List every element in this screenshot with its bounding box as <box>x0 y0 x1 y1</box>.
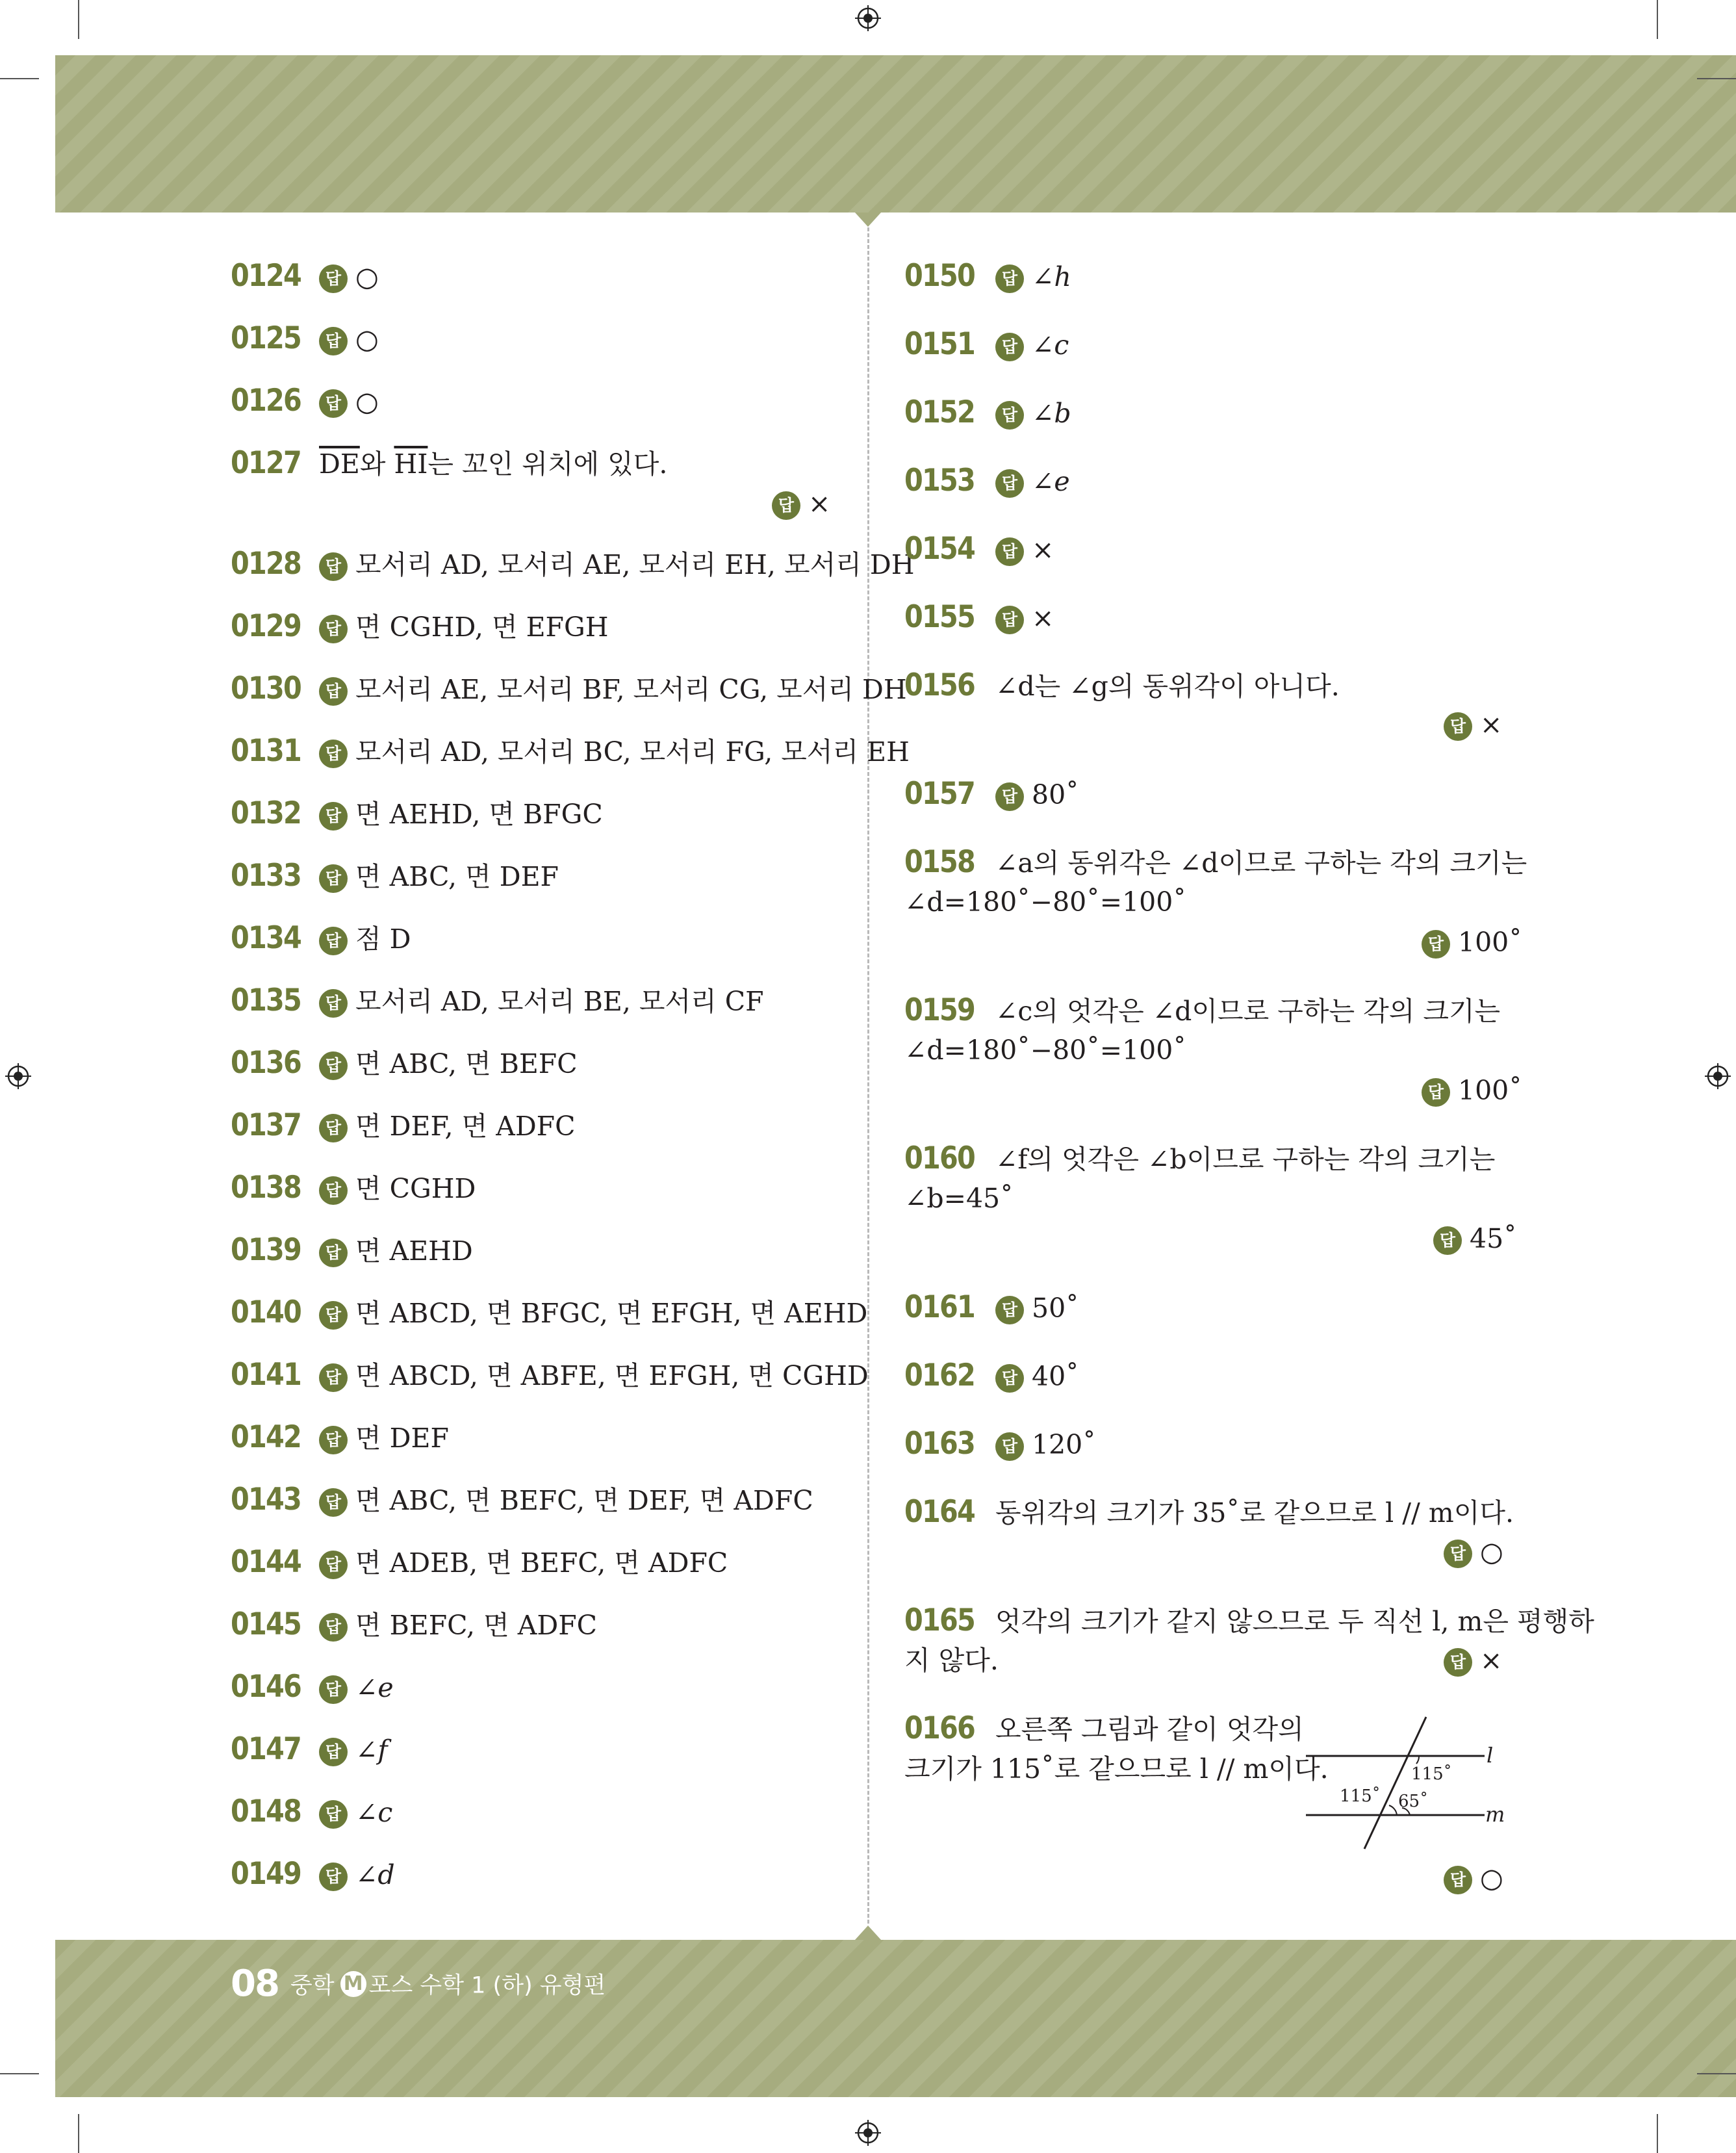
solution-text: ∠a의 동위각은 ∠d이므로 구하는 각의 크기는 <box>995 847 1527 879</box>
answer-text: ∠e <box>1032 466 1070 497</box>
solution-text: 는 꼬인 위치에 있다. <box>428 448 668 480</box>
answer-badge-icon: 답 <box>319 1363 348 1392</box>
answer-entry <box>231 1480 813 1520</box>
answer-badge-icon: 답 <box>1444 712 1472 741</box>
answer-text: × <box>1480 709 1503 740</box>
answer-badge-icon: 답 <box>319 1051 348 1080</box>
answer-entry-0127 <box>231 444 667 483</box>
answer-entry <box>231 607 609 647</box>
problem-number: 0160 <box>904 1141 975 1176</box>
problem-number: 0154 <box>904 531 975 567</box>
answer-text: ○ <box>355 261 379 292</box>
answer-text: 면 ABC, 면 BEFC, 면 DEF, 면 ADFC <box>355 1485 813 1516</box>
answer-text: × <box>1032 534 1054 565</box>
answer-entry <box>231 857 559 896</box>
answer-text: 면 BEFC, 면 ADFC <box>355 1610 598 1641</box>
solution-text: 오른쪽 그림과 같이 엇각의 <box>995 1714 1304 1745</box>
registration-mark-icon <box>855 5 881 31</box>
problem-number: 0162 <box>904 1358 975 1393</box>
solution-text: ∠f의 엇각은 ∠b이므로 구하는 각의 크기는 <box>995 1144 1496 1175</box>
solution-line: ∠d=180˚−80˚=100˚ <box>904 1035 1186 1066</box>
answer-entry-0158 <box>904 843 1527 883</box>
problem-number: 0132 <box>231 795 301 831</box>
answer-text: × <box>1032 602 1054 634</box>
answer-badge-icon: 답 <box>1444 1866 1472 1894</box>
answer-text: × <box>808 488 831 519</box>
angle-label-left: 115˚ <box>1340 1786 1381 1806</box>
solution-text: 엇각의 크기가 같지 않으므로 두 직선 l, m은 평행하 <box>995 1606 1594 1637</box>
answer-entry <box>231 794 603 834</box>
crop-mark <box>1657 0 1658 39</box>
page-footer <box>231 1963 606 2005</box>
answer-text: ○ <box>1480 1863 1503 1894</box>
answer-entry <box>231 1418 449 1458</box>
problem-number: 0151 <box>904 326 975 362</box>
answer-badge-icon: 답 <box>319 1239 348 1267</box>
problem-number: 0152 <box>904 394 975 430</box>
solution-line: 크기가 115˚로 같으므로 l // m이다. <box>904 1753 1329 1785</box>
answer-text: ∠c <box>355 1797 393 1828</box>
answer-text: 50˚ <box>1032 1293 1079 1324</box>
problem-number: 0165 <box>904 1603 975 1638</box>
problem-number: 0131 <box>231 733 301 769</box>
final-answer <box>1444 705 1502 744</box>
crop-mark <box>0 78 39 79</box>
answer-text: 100˚ <box>1458 1075 1522 1106</box>
label-l: l <box>1487 1743 1494 1768</box>
answer-text: 면 ABC, 면 BEFC <box>355 1048 578 1079</box>
answer-badge-icon: 답 <box>319 1863 348 1891</box>
answer-badge-icon: 답 <box>995 537 1024 566</box>
answer-badge-icon: 답 <box>319 264 348 293</box>
answer-text: 면 ABCD, 면 BFGC, 면 EFGH, 면 AEHD <box>355 1298 868 1329</box>
answer-text: 40˚ <box>1032 1361 1079 1392</box>
angle-label-top: 115˚ <box>1411 1764 1452 1784</box>
final-answer <box>1433 1219 1517 1258</box>
answer-badge-icon: 답 <box>995 1432 1024 1461</box>
problem-number: 0145 <box>231 1606 301 1642</box>
answer-badge-icon: 답 <box>319 1176 348 1205</box>
problem-number: 0136 <box>231 1045 301 1081</box>
answer-text: ∠e <box>355 1672 394 1703</box>
solution-text: ∠c의 엇각은 ∠d이므로 구하는 각의 크기는 <box>995 996 1501 1027</box>
solution-line: 지 않다. <box>904 1645 999 1676</box>
answer-text: ○ <box>355 386 379 417</box>
problem-number: 0147 <box>231 1731 301 1767</box>
answer-badge-icon: 답 <box>995 782 1024 811</box>
crop-mark <box>1657 2114 1658 2153</box>
problem-number: 0164 <box>904 1494 975 1530</box>
answer-entry-0159 <box>904 991 1500 1031</box>
answer-text: 면 AEHD <box>355 1235 473 1267</box>
answer-text: 모서리 AD, 모서리 AE, 모서리 EH, 모서리 DH <box>355 549 915 580</box>
answer-entry <box>231 1543 728 1582</box>
answer-text: 80˚ <box>1032 779 1079 810</box>
final-answer <box>772 484 830 523</box>
answer-badge-icon: 답 <box>319 927 348 955</box>
answer-entry <box>904 257 1071 296</box>
book-prefix: 중학 <box>290 1972 335 1999</box>
answer-badge-icon: 답 <box>319 677 348 706</box>
problem-number: 0133 <box>231 858 301 894</box>
problem-number: 0166 <box>904 1710 975 1746</box>
answer-text: 면 ADEB, 면 BEFC, 면 ADFC <box>355 1547 728 1579</box>
problem-number: 0155 <box>904 599 975 635</box>
label-m: m <box>1485 1802 1505 1827</box>
answer-badge-icon: 답 <box>995 1296 1024 1324</box>
problem-number: 0139 <box>231 1232 301 1268</box>
answer-badge-icon: 답 <box>319 1114 348 1142</box>
angle-label-bottom: 65˚ <box>1398 1792 1429 1811</box>
answer-entry-0165 <box>904 1601 1594 1641</box>
answer-entry <box>231 732 910 771</box>
answer-entry <box>231 257 379 296</box>
problem-number: 0129 <box>231 608 301 644</box>
answer-text: 모서리 AD, 모서리 BC, 모서리 FG, 모서리 EH <box>355 736 910 767</box>
answer-entry <box>231 669 907 709</box>
answer-badge-icon: 답 <box>995 1364 1024 1393</box>
answer-badge-icon: 답 <box>319 1301 348 1330</box>
final-answer <box>1444 1641 1502 1680</box>
answer-text: 면 DEF <box>355 1423 449 1454</box>
answer-text: 모서리 AE, 모서리 BF, 모서리 CG, 모서리 DH <box>355 674 907 705</box>
answer-text: 면 ABCD, 면 ABFE, 면 EFGH, 면 CGHD <box>355 1360 869 1391</box>
answer-entry <box>904 1288 1079 1328</box>
angle-arc <box>1389 1805 1397 1815</box>
answer-entry <box>904 325 1069 365</box>
answer-entry <box>904 461 1070 501</box>
problem-number: 0144 <box>231 1544 301 1580</box>
book-title: 포스 수학 1 (하) 유형편 <box>368 1972 606 1999</box>
answer-badge-icon: 답 <box>319 989 348 1018</box>
answer-badge-icon: 답 <box>319 740 348 768</box>
answer-entry <box>904 598 1054 638</box>
answer-badge-icon: 답 <box>319 1551 348 1579</box>
answer-entry-0160 <box>904 1139 1495 1179</box>
answer-entry <box>231 1044 578 1083</box>
answer-text: 면 CGHD <box>355 1173 476 1204</box>
segment-hi: $\overline{HI}$ <box>394 448 428 480</box>
answer-badge-icon: 답 <box>319 389 348 418</box>
answer-entry <box>904 775 1079 814</box>
m-logo-icon: M <box>340 1971 366 1997</box>
answer-entry <box>231 319 379 359</box>
problem-number: 0159 <box>904 992 975 1028</box>
answer-entry-0166 <box>904 1709 1304 1749</box>
page-number: 08 <box>231 1963 279 2005</box>
answer-badge-icon: 답 <box>319 1675 348 1704</box>
answer-badge-icon: 답 <box>1433 1226 1462 1255</box>
problem-number: 0156 <box>904 667 975 703</box>
problem-number: 0158 <box>904 844 975 880</box>
answer-badge-icon: 답 <box>319 1426 348 1454</box>
answer-entry <box>231 1293 867 1333</box>
crop-mark <box>0 2073 39 2074</box>
answer-badge-icon: 답 <box>319 615 348 643</box>
problem-number: 0125 <box>231 320 301 356</box>
answer-badge-icon: 답 <box>1422 930 1450 959</box>
answer-text: ○ <box>1480 1536 1503 1567</box>
problem-number: 0143 <box>231 1482 301 1517</box>
problem-number: 0142 <box>231 1419 301 1455</box>
solution-line: ∠d=180˚−80˚=100˚ <box>904 886 1186 918</box>
answer-entry <box>231 1231 473 1270</box>
answer-entry <box>904 1356 1079 1396</box>
registration-mark-icon <box>5 1063 31 1089</box>
crop-mark <box>1697 2073 1736 2074</box>
final-answer <box>1422 1071 1522 1110</box>
registration-mark-icon <box>855 2120 881 2146</box>
answer-text: 면 DEF, 면 ADFC <box>355 1111 576 1142</box>
answer-text: 면 ABC, 면 DEF <box>355 861 559 892</box>
problem-number: 0161 <box>904 1289 975 1325</box>
answer-badge-icon: 답 <box>1444 1540 1472 1568</box>
parallel-lines-figure <box>1299 1709 1514 1852</box>
answer-badge-icon: 답 <box>319 1488 348 1517</box>
answer-text: 모서리 AD, 모서리 BE, 모서리 CF <box>355 986 764 1017</box>
answer-text: ○ <box>355 324 379 355</box>
problem-number: 0150 <box>904 258 975 294</box>
crop-mark <box>1697 78 1736 79</box>
answer-badge-icon: 답 <box>319 327 348 355</box>
final-answer <box>1422 923 1522 962</box>
problem-number: 0141 <box>231 1357 301 1393</box>
answer-entry <box>231 1730 388 1770</box>
column-divider <box>867 227 869 1924</box>
answer-entry <box>231 981 764 1021</box>
answer-entry <box>904 530 1054 569</box>
problem-number: 0153 <box>904 463 975 498</box>
answer-badge-icon: 답 <box>319 864 348 893</box>
answer-badge-icon: 답 <box>772 491 800 520</box>
answer-text: ∠c <box>1032 329 1069 361</box>
answer-entry <box>231 1168 476 1208</box>
registration-mark-icon <box>1705 1063 1731 1089</box>
answer-entry <box>231 381 379 421</box>
answer-entry <box>231 1106 576 1146</box>
answer-badge-icon: 답 <box>995 469 1024 498</box>
answer-entry <box>231 1605 597 1645</box>
answer-entry-0164 <box>904 1493 1514 1532</box>
answer-badge-icon: 답 <box>1422 1078 1450 1107</box>
problem-number: 0157 <box>904 776 975 812</box>
problem-number: 0127 <box>231 445 301 481</box>
problem-number: 0138 <box>231 1170 301 1205</box>
answer-badge-icon: 답 <box>995 606 1024 634</box>
problem-number: 0124 <box>231 258 301 294</box>
solution-text: 동위각의 크기가 35˚로 같으므로 l // m이다. <box>995 1497 1514 1528</box>
problem-number: 0128 <box>231 546 301 582</box>
answer-badge-icon: 답 <box>995 264 1024 293</box>
problem-number: 0163 <box>904 1426 975 1462</box>
answer-text: 45˚ <box>1470 1223 1517 1254</box>
crop-mark <box>78 2114 79 2153</box>
header-band <box>55 55 1736 213</box>
header-notch <box>855 213 881 227</box>
answer-entry <box>231 1792 392 1832</box>
answer-text: ∠f <box>355 1734 388 1766</box>
answer-entry-0156 <box>904 666 1340 706</box>
problem-number: 0140 <box>231 1295 301 1330</box>
answer-text: 면 AEHD, 면 BFGC <box>355 799 603 830</box>
problem-number: 0134 <box>231 920 301 956</box>
answer-entry <box>231 1356 869 1395</box>
problem-number: 0137 <box>231 1107 301 1143</box>
answer-badge-icon: 답 <box>995 401 1024 430</box>
answer-text: ∠h <box>1032 261 1071 292</box>
solution-text: 와 <box>359 448 394 480</box>
problem-number: 0130 <box>231 671 301 706</box>
solution-text: ∠d는 ∠g의 동위각이 아니다. <box>995 671 1340 702</box>
answer-badge-icon: 답 <box>319 802 348 831</box>
answer-text: × <box>1480 1645 1503 1676</box>
answer-badge-icon: 답 <box>995 333 1024 361</box>
answer-text: 120˚ <box>1032 1429 1096 1460</box>
problem-number: 0135 <box>231 983 301 1018</box>
segment-de: $\overline{DE}$ <box>319 448 360 480</box>
problem-number: 0148 <box>231 1794 301 1829</box>
final-answer <box>1444 1532 1503 1571</box>
problem-number: 0126 <box>231 383 301 419</box>
footer-notch <box>855 1926 881 1940</box>
answer-badge-icon: 답 <box>319 1800 348 1829</box>
final-answer <box>1444 1859 1503 1898</box>
angle-arc <box>1416 1756 1419 1764</box>
answer-entry <box>904 393 1071 433</box>
answer-text: 점 D <box>355 923 411 955</box>
answer-entry <box>231 545 914 584</box>
problem-number: 0149 <box>231 1856 301 1892</box>
answer-text: ∠b <box>1032 398 1071 429</box>
answer-text: ∠d <box>355 1859 395 1890</box>
crop-mark <box>78 0 79 39</box>
answer-badge-icon: 답 <box>319 1613 348 1642</box>
answer-badge-icon: 답 <box>1444 1648 1472 1677</box>
answer-badge-icon: 답 <box>319 552 348 581</box>
answer-badge-icon: 답 <box>319 1738 348 1766</box>
answer-entry <box>231 1855 395 1894</box>
answer-entry <box>904 1425 1096 1464</box>
answer-text: 면 CGHD, 면 EFGH <box>355 612 609 643</box>
answer-text: 100˚ <box>1458 927 1522 958</box>
answer-entry <box>231 1668 394 1707</box>
solution-line: ∠b=45˚ <box>904 1183 1014 1214</box>
problem-number: 0146 <box>231 1669 301 1705</box>
answer-entry <box>231 919 411 959</box>
